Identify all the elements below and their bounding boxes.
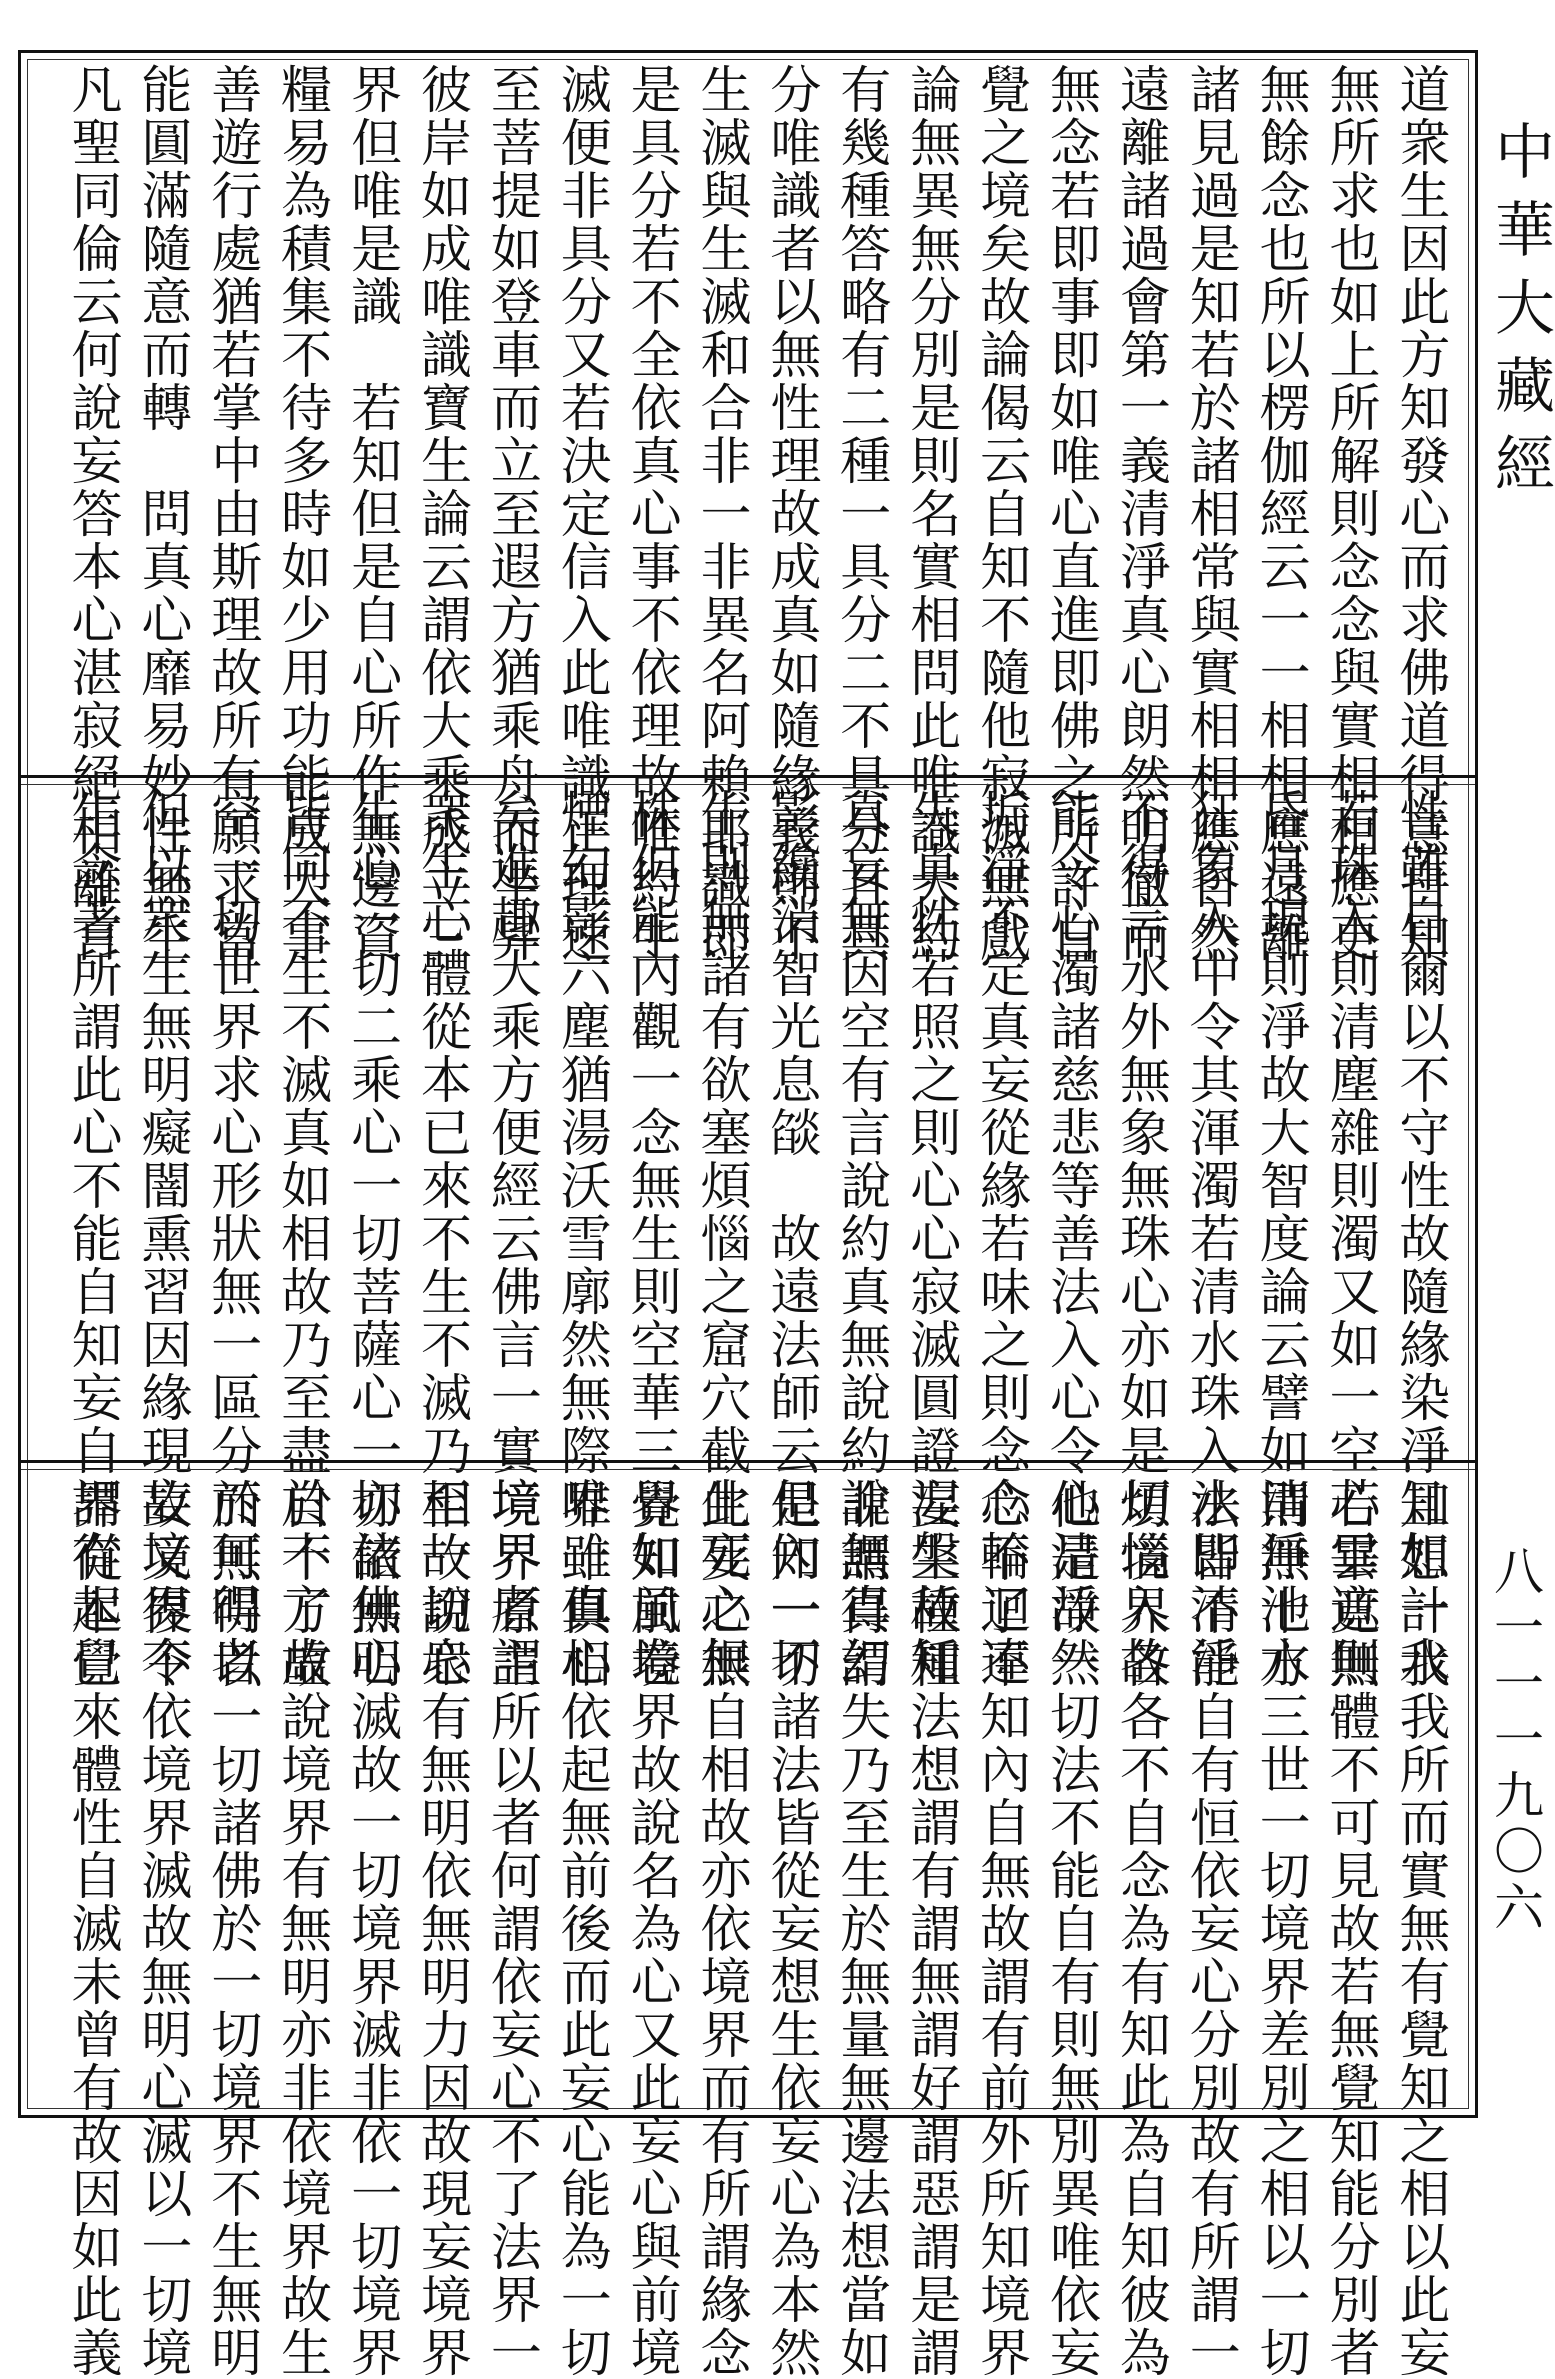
- text-column: 垢淨不定真妄從緣若味之則念念輪迴違: [970, 788, 1030, 1689]
- text-column: 自不了故說境界有無明亦非依境界故生: [271, 1478, 331, 2379]
- text-column: 妄生種種法想謂有謂無謂好謂惡謂是謂: [900, 1478, 960, 2379]
- text-column: 凡聖同倫云何說妄答本心湛寂絕相離言: [62, 63, 121, 964]
- text-column: 生心一切二乘心一切菩薩心一切諸佛心: [341, 788, 401, 1689]
- text-column: 相故說心有無明依無明力因故現妄境界: [411, 1478, 471, 2379]
- register-divider: [21, 775, 1475, 785]
- text-column: 非謂得謂失乃至生於無量無邊法想當如: [830, 1478, 890, 2379]
- text-column: 心不了不知內自無故謂有前外所知境界: [970, 1478, 1030, 2379]
- text-column: 煙幻影六塵猶湯沃雪廓然無際唯一真心: [551, 788, 611, 1689]
- text-column: 論無異無分別是則名實相問此唯識大約: [900, 63, 960, 964]
- text-column: 善遊行處猶若掌中由斯理故所有願求當: [201, 63, 261, 964]
- text-column: 道衆生因此方知發心而求佛道得意自知: [1389, 63, 1449, 964]
- text-column: 矣進趣大乘方便經云佛言一實境界者謂: [481, 788, 541, 1689]
- register-middle: [21, 788, 1475, 1689]
- text-column: 若珠入則清塵雜則濁又如一空若雲遮則: [1320, 788, 1380, 1689]
- text-column: 皆同不生不滅真如相故乃至盡於十方虛: [271, 788, 331, 1689]
- text-column: 無所求也如上所解則念念與實相相應更: [1320, 63, 1380, 964]
- text-column: 影纔消智光息燄 故遠法師云但內一不: [760, 788, 820, 1689]
- text-column: 界雖俱相依起無前後而此妄心能為一切: [551, 1478, 611, 2379]
- text-column: 糧易為積集不待多時如少用功能成大事: [271, 63, 331, 964]
- margin-title: 中華大藏經: [1485, 120, 1555, 510]
- text-column: 諸見過是知若於諸相常與實相相應自然: [1180, 63, 1240, 964]
- text-column: 覺知前境界故說名為心又此妄心與前境: [621, 1478, 681, 2379]
- text-column: 狂象入中令其渾濁若清水珠入水即清淨: [1180, 788, 1240, 1689]
- text-column: 能圓滿隨意而轉 問真心靡易妙性無生: [131, 63, 191, 964]
- text-column: 生念著所謂此心不能自知妄自謂有起覺: [62, 788, 121, 1689]
- register-bottom: [21, 1478, 1475, 2379]
- text-column: 界但唯是識 若知但是自心所作無邊資: [341, 63, 401, 964]
- text-column: 境界原主所以者何謂依妄心不了法界一: [481, 1478, 541, 2379]
- text-column: 生則無諸有欲塞煩惱之窟穴截生死之根: [691, 788, 751, 1689]
- text-column: 故又復不依境界滅故無明心滅以一切境: [131, 1478, 191, 2379]
- text-column: 無餘念也所以楞伽經云一一相相應遠離: [1250, 63, 1310, 964]
- register-top: [21, 63, 1475, 964]
- text-column: 他是故一切法不能自有則無別異唯依妄: [1040, 1478, 1100, 2379]
- text-column: 真妄無因空有言說約真無說約說無真幻: [830, 788, 890, 1689]
- text-column: 是具分若不全依真心事不依理故唯約生: [621, 63, 681, 964]
- text-column: 能令心濁諸慈悲等善法入心令心清淨然: [1040, 788, 1100, 1689]
- text-column: 昏月現則淨故大智度論云譬如清淨池水: [1250, 788, 1310, 1689]
- text-column: 知想計我我所而實無有覺知之相以此妄: [1389, 1478, 1449, 2379]
- text-column: 至菩提如登車而立至遐方猶乘舟而坐昇: [481, 63, 541, 964]
- page-frame: [18, 50, 1478, 2379]
- text-column: 滅便非具分又若決定信入此唯識正理速: [551, 63, 611, 964]
- text-column: 此妄心無自相故亦依境界而有所謂緣念: [691, 1478, 751, 2379]
- text-column: 亦依無明滅故一切境界滅非依一切境界: [341, 1478, 401, 2379]
- text-column: 無念若即事即如唯心直進即佛之所許自: [1040, 63, 1100, 964]
- text-column: 心畢竟無體不可見故若無覺知能分別者: [1320, 1478, 1380, 2379]
- text-column: 株但能內觀一念無生則空華三界如風卷: [621, 788, 681, 1689]
- text-column: 但以衆生無明癡闇熏習因緣現妄境界令: [131, 788, 191, 1689]
- text-column: 覺之境矣故論偈云自知不隨他寂滅無戲: [970, 63, 1030, 964]
- text-column: 生滅與生滅和合非一非異名阿賴耶識即: [691, 63, 751, 964]
- text-column: 是知一切諸法皆從妄想生依妄心為本然: [760, 1478, 820, 2379]
- text-column: 切境界各各不自念為有知此為自知彼為: [1110, 1478, 1170, 2379]
- text-column: 遠離諸過會第一義清淨真心朗然明徹而: [1110, 63, 1170, 964]
- text-column: 有幾種答略有二種一具分二不具分且具: [830, 63, 890, 964]
- text-column: 法皆不能自有恒依妄心分別故有所謂一: [1180, 1478, 1240, 2379]
- text-column: 則無十方三世一切境界差別之相以一切: [1250, 1478, 1310, 2379]
- text-column: 失真性若照之則心心寂滅圓證涅槃故知: [900, 788, 960, 1689]
- text-column: 彼岸如成唯識寶生論云謂依大乘成立三: [411, 63, 471, 964]
- register-divider: [21, 1460, 1475, 1470]
- text-column: 空一切世界求心形狀無一區分而可得者: [201, 788, 261, 1689]
- text-column: 於無明以一切諸佛於一切境界不生無明: [201, 1478, 261, 2379]
- text-column: 分唯識者以無性理故成真如隨緣義則不: [760, 63, 820, 964]
- text-column: 不得言水外無象無珠心亦如是煩惱入故: [1110, 788, 1170, 1689]
- text-column: 性雖自爾以不守性故隨緣染淨且如一水: [1389, 788, 1449, 1689]
- text-column: 界從本已來體性自滅未曾有故因如此義: [62, 1478, 121, 2379]
- page-number: 八一一一九〇六: [1486, 1545, 1544, 1937]
- text-column: 衆生心體從本已來不生不滅乃至一切衆: [411, 788, 471, 1689]
